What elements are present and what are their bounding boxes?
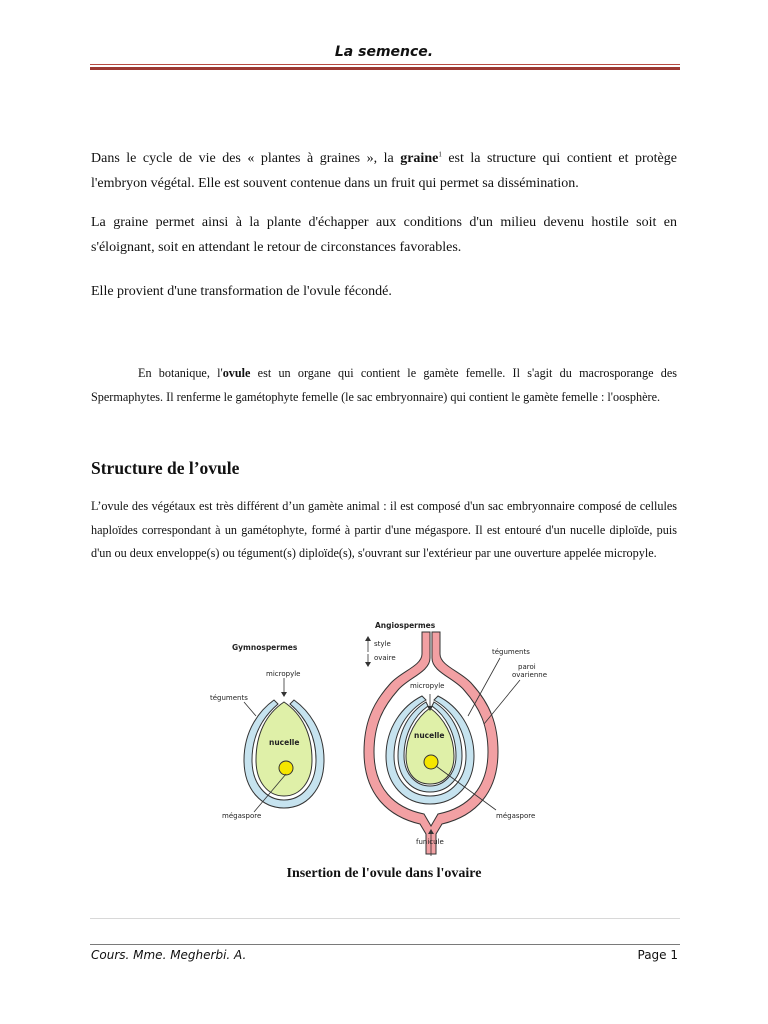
intro-paragraph-1: [91, 146, 677, 196]
term-ovule: ovule: [222, 366, 251, 380]
header-divider-thin: [90, 64, 680, 65]
angio-teguments-label: téguments: [492, 648, 530, 656]
gymno-megaspore-label: mégaspore: [222, 812, 262, 820]
angio-funicule-label: funicule: [416, 838, 444, 846]
angio-ovaire-label: ovaire: [374, 654, 396, 662]
angio-ovarienne-label: ovarienne: [512, 671, 548, 679]
intro-p1-text-before: Dans le cycle de vie des « plantes à graines », la: [91, 151, 401, 166]
footnote-ref-1[interactable]: 1: [438, 150, 442, 159]
footer-divider: [90, 944, 680, 945]
footer-page-number: Page 1: [637, 948, 678, 962]
gymnosperm-ovule: [210, 643, 324, 820]
botany-paragraph: [91, 362, 677, 409]
intro-p1-text-after: est la structure qui contient et protège l'embryon végétal. Elle est souvent contenue dans un fruit qui permet sa dissémination.: [91, 151, 677, 191]
caption-divider: [90, 918, 680, 919]
angio-micropyle-label: micropyle: [410, 682, 445, 690]
angio-paroi-label: paroi: [518, 663, 536, 671]
page-header-title: La semence.: [334, 44, 434, 60]
angio-megaspore-label: mégaspore: [496, 812, 536, 820]
gymno-micropyle-label: micropyle: [266, 670, 301, 678]
angiosperm-title: Angiospermes: [375, 621, 436, 630]
angio-megaspore: [424, 755, 438, 769]
botany-text-after: est un organe qui contient le gamète femelle. Il s'agit du macrosporange des Spermaphytes. Il renferme le gamétophyte femelle (le sac embryonnaire) qui contient le gamète femelle : l'oosphère.: [91, 366, 677, 404]
angio-style-label: style: [374, 640, 391, 648]
intro-paragraph-2: La graine permet ainsi à la plante d'échapper aux conditions d'un milieu devenu hostile soit en s'éloignant, soit en attendant le retour de circonstances favorables.: [91, 215, 677, 255]
ovule-diagram: [200, 612, 560, 862]
gymno-megaspore: [279, 761, 293, 775]
gymno-nucelle-label: nucelle: [269, 738, 300, 747]
angio-nucelle-label: nucelle: [414, 731, 445, 740]
gymno-teguments-label: téguments: [210, 694, 248, 702]
section-title-structure: Structure de l’ovule: [91, 458, 240, 478]
botany-text-before: En botanique, l': [138, 366, 223, 380]
intro-paragraph-3: Elle provient d'une transformation de l'ovule fécondé.: [91, 284, 392, 299]
footer-author: Cours. Mme. Megherbi. A.: [91, 948, 247, 962]
term-graine: graine: [400, 151, 439, 166]
header-divider-thick: [90, 67, 680, 70]
gymnosperm-title: Gymnospermes: [232, 643, 298, 652]
structure-paragraph: L’ovule des végétaux est très différent d’un gamète animal : il est composé d'un sac embryonnaire composé de cellules haploïdes correspondant à un gamétophyte, formé à partir d'une mégaspore. Il est entouré d'un nucelle diploïde, puis d'un ou deux enveloppe(s) ou tégument(s) diploïde(s), s'ouvrant sur l'extérieur par une ouverture appelée micropyle.: [91, 499, 677, 560]
figure-caption: Insertion de l'ovule dans l'ovaire: [286, 866, 482, 881]
angiosperm-ovule: [364, 621, 547, 856]
